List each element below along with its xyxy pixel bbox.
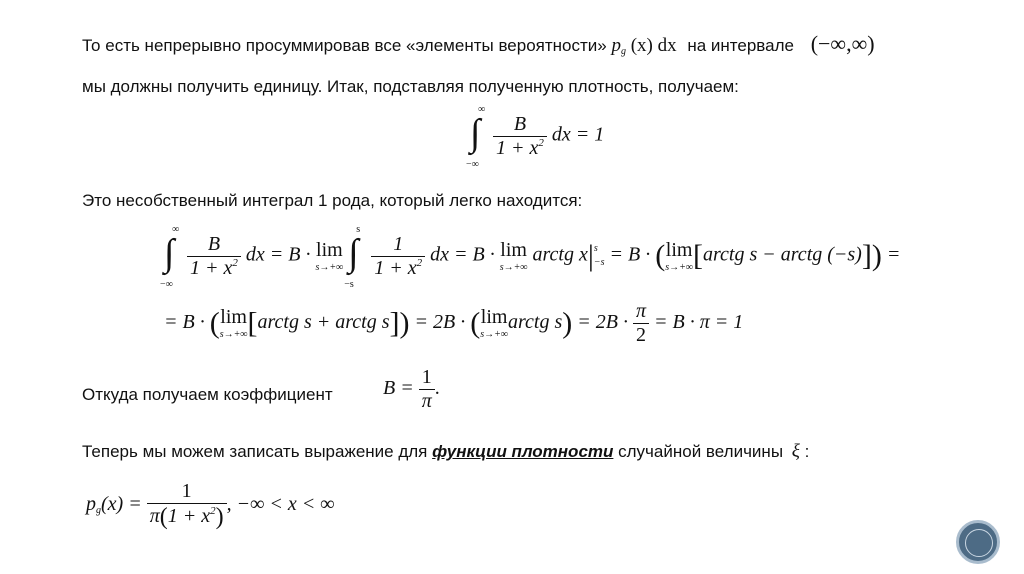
fraction-pi-over-2: $\frac{\pi}{2}$ <box>633 300 649 347</box>
equation-density: $p_g(x)$ = $\frac{1}{\pi(1 + x^2)}$ , −∞ < x < ∞ <box>86 480 335 530</box>
fraction: $\frac{1}{\pi}$ <box>419 366 435 413</box>
equation-tail: dx = 1 <box>551 123 605 146</box>
formula-interval: (−∞,∞) <box>810 31 875 56</box>
integral-sign: ∫ s −s <box>344 224 361 290</box>
text-line-1-start: То есть непрерывно просуммировав все «элементы вероятности» <box>82 36 607 55</box>
text-line-3: Это несобственный интеграл 1 рода, который легко находится: <box>82 191 583 210</box>
text-line-5: Теперь мы можем записать выражение для функции плотности случайной величины ξ : <box>82 441 810 462</box>
density-function-link[interactable]: функции плотности <box>432 442 614 461</box>
text-line-1-end: на интервале <box>687 36 794 55</box>
limit: lim s→+∞ <box>499 238 528 273</box>
limit: lim s→+∞ <box>665 238 694 273</box>
equation-integral-chain-1: ∫ ∞ −∞ $\frac{B}{1 + x^2}$ dx = B · lim s→+∞ ∫ s −s $\frac{1}{1 + x^2}$ dx = B · lim s→+∞ arctg x| s −s = B · ( lim s→+∞ [arctg s − arctg (−s)]) = <box>160 224 901 290</box>
text-line-1 <box>82 31 875 57</box>
integral-sign: ∫ ∞ −∞ <box>466 104 486 170</box>
integral-sign: ∫ ∞ −∞ <box>160 224 180 290</box>
equation-coefficient: B = $\frac{1}{\pi}$ . <box>383 366 440 412</box>
logo-badge <box>956 520 1000 564</box>
fraction: $\frac{B}{1 + x^2}$ <box>187 233 241 280</box>
text-line-2: мы должны получить единицу. Итак, подставляя полученную плотность, получаем: <box>82 77 739 96</box>
formula-pg: $p_g$ (x) dx <box>611 35 677 57</box>
limit: lim s→+∞ <box>315 238 344 273</box>
equation-integral-chain-2: = B · ( lim s→+∞ [arctg s + arctg s]) = 2B · ( lim s→+∞ arctg s) = 2B · $\frac{\pi}{2}$ = B · π = 1 <box>164 300 744 346</box>
text-line-4: Откуда получаем коэффициент <box>82 385 333 404</box>
fraction: $\frac{1}{\pi(1 + x^2)}$ <box>147 480 227 531</box>
equation-normalization <box>466 104 605 170</box>
limit: lim s→+∞ <box>480 306 509 340</box>
limit: lim s→+∞ <box>219 306 248 340</box>
fraction: $\frac{1}{1 + x^2}$ <box>371 233 425 280</box>
fraction: $\frac{B}{1 + x^2}$ <box>493 113 547 160</box>
